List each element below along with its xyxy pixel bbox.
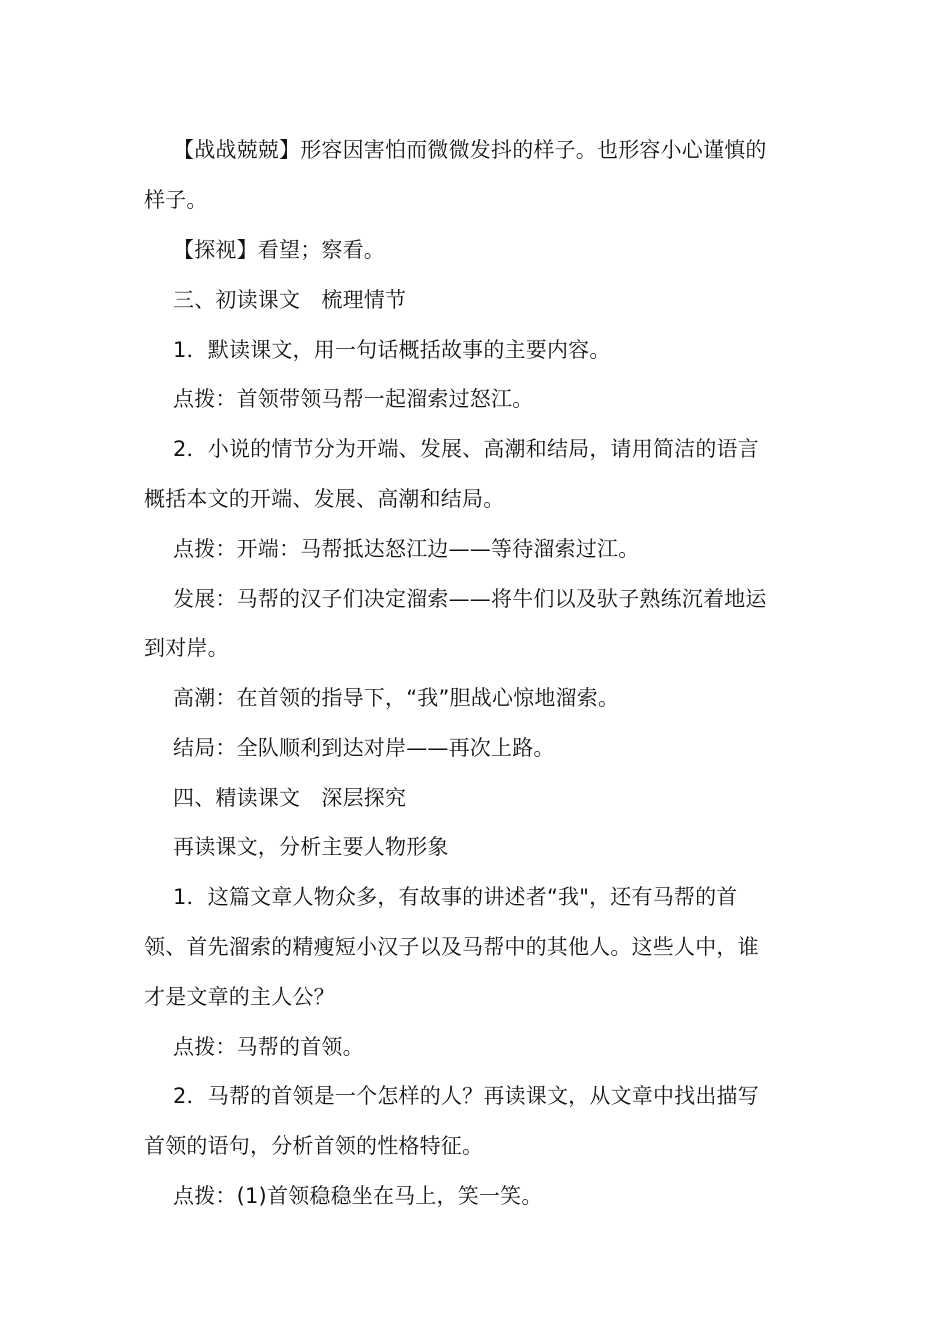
question-line: 2．马帮的首领是一个怎样的人？再读课文，从文章中找出描写	[173, 1084, 759, 1108]
answer-line: 发展：马帮的汉子们决定溜索——将牛们以及驮子熟练沉着地运	[173, 587, 767, 611]
section-heading: 三、初读课文 梳理情节	[173, 288, 407, 312]
section-heading: 四、精读课文 深层探究	[173, 786, 407, 810]
question-line: 领、首先溜索的精瘦短小汉子以及马帮中的其他人。这些人中，谁	[144, 935, 759, 959]
answer-line: 结局：全队顺利到达对岸——再次上路。	[173, 736, 555, 760]
text-line: 【探视】看望；察看。	[173, 238, 385, 262]
answer-line: 点拨：首领带领马帮一起溜索过怒江。	[173, 387, 534, 411]
question-line: 概括本文的开端、发展、高潮和结局。	[144, 487, 505, 511]
text-line: 样子。	[144, 188, 208, 212]
question-line: 1．这篇文章人物众多，有故事的讲述者“我"，还有马帮的首	[173, 885, 738, 909]
question-line: 首领的语句，分析首领的性格特征。	[144, 1134, 484, 1158]
answer-line: 点拨：马帮的首领。	[173, 1035, 364, 1059]
answer-line: 点拨：开端：马帮抵达怒江边——等待溜索过江。	[173, 537, 640, 561]
question-line: 才是文章的主人公？	[144, 985, 335, 1009]
answer-line: 高潮：在首领的指导下，“我”胆战心惊地溜索。	[173, 686, 620, 710]
answer-line: 到对岸。	[144, 636, 229, 660]
text-line: 再读课文，分析主要人物形象	[173, 835, 449, 859]
answer-line: 点拨：(1)首领稳稳坐在马上，笑一笑。	[173, 1184, 543, 1208]
text-line: 【战战兢兢】形容因害怕而微微发抖的样子。也形容小心谨慎的	[173, 138, 767, 162]
question-line: 2．小说的情节分为开端、发展、高潮和结局，请用简洁的语言	[173, 437, 759, 461]
question-line: 1．默读课文，用一句话概括故事的主要内容。	[173, 338, 611, 362]
